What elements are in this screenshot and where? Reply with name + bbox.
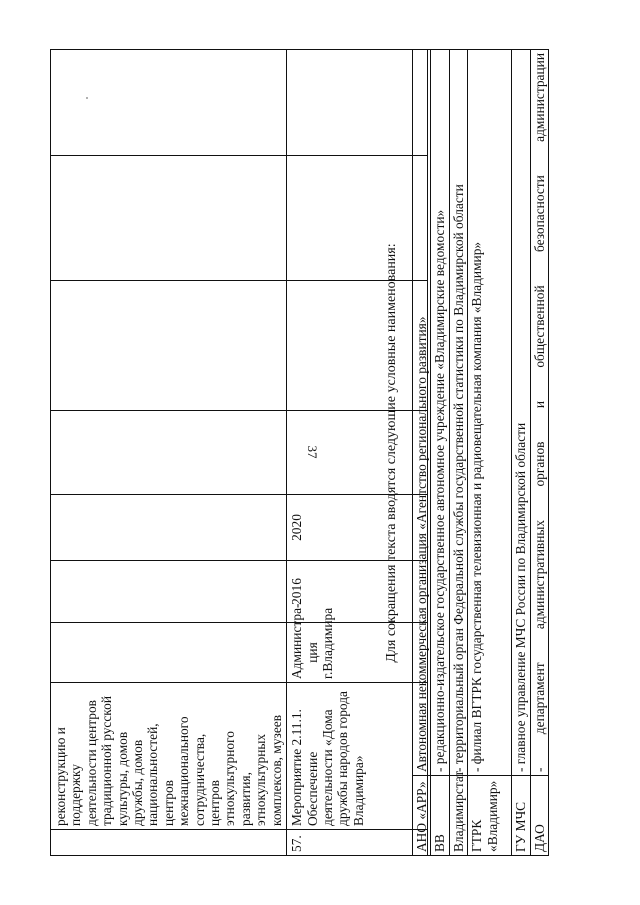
table-row-57 [287, 50, 428, 856]
abbreviation-row [449, 50, 467, 856]
row-number-cell: 57. [287, 830, 428, 856]
abbreviation-row [468, 50, 512, 856]
start-year-cell [51, 561, 287, 623]
abbreviation-term: ГУ МЧС [512, 776, 530, 856]
abbreviations-heading: Для сокращения текста вводятся следующие условные наименования: [384, 243, 399, 663]
start-year-cell: 2016 [287, 561, 428, 623]
abbreviation-term: ВВ [431, 776, 449, 856]
abbreviation-definition: - редакционно-издательское государственное автономное учреждение «Владимирские ведомости» [431, 50, 449, 776]
empty-cell [287, 50, 428, 156]
page-number: 37 [305, 445, 320, 459]
abbreviation-row [530, 50, 548, 856]
abbreviation-term: ГТРК «Владимир» [468, 776, 512, 856]
abbreviation-definition: - филиал ВГТРК государственная телевизионная и радиовещательная компания «Владимир» [468, 50, 512, 776]
empty-cell [287, 156, 428, 281]
table-row-continued [51, 50, 287, 856]
program-table [50, 49, 428, 856]
abbreviation-term: ДАО [530, 776, 548, 856]
rotated-page-content [50, 50, 588, 856]
abbreviations-table [412, 49, 549, 856]
empty-cell [51, 411, 287, 495]
end-year-cell: 2020 [287, 495, 428, 561]
abbreviation-term: АНО «АРР» [413, 776, 431, 856]
abbreviation-definition: Автономная некоммерческая организация «Агентство регионального развития» [413, 50, 431, 776]
abbreviation-definition: - департамент административных органов и общественной безопасности администрации [530, 50, 548, 776]
description-cell: реконструкцию и поддержку деятельности центров традиционной русской культуры, домов дружбы, домов национальностей, центров межнационального сотрудничества, центров этнокультурного развития, этнокультурных комплексов, музеев [51, 683, 287, 830]
abbreviation-row [431, 50, 449, 856]
abbreviation-definition: - территориальный орган Федеральной службы государственной статистики по Владимирской области [449, 50, 467, 776]
abbreviation-row [512, 50, 530, 856]
empty-cell [51, 156, 287, 281]
executor-cell: Администра-ция г.Владимира [287, 623, 428, 683]
abbreviation-row [413, 50, 431, 856]
end-year-cell [51, 495, 287, 561]
abbreviation-definition: - главное управление МЧС России по Владимирской области [512, 50, 530, 776]
row-number-cell [51, 830, 287, 856]
description-cell: Мероприятие 2.11.1. Обеспечение деятельности «Дома дружбы народов города Владимира» [287, 683, 428, 830]
empty-cell [287, 281, 428, 411]
executor-cell [51, 623, 287, 683]
empty-cell [287, 411, 428, 495]
empty-cell [51, 281, 287, 411]
abbreviation-term: Владимирстат [449, 776, 467, 856]
empty-cell [51, 50, 287, 156]
